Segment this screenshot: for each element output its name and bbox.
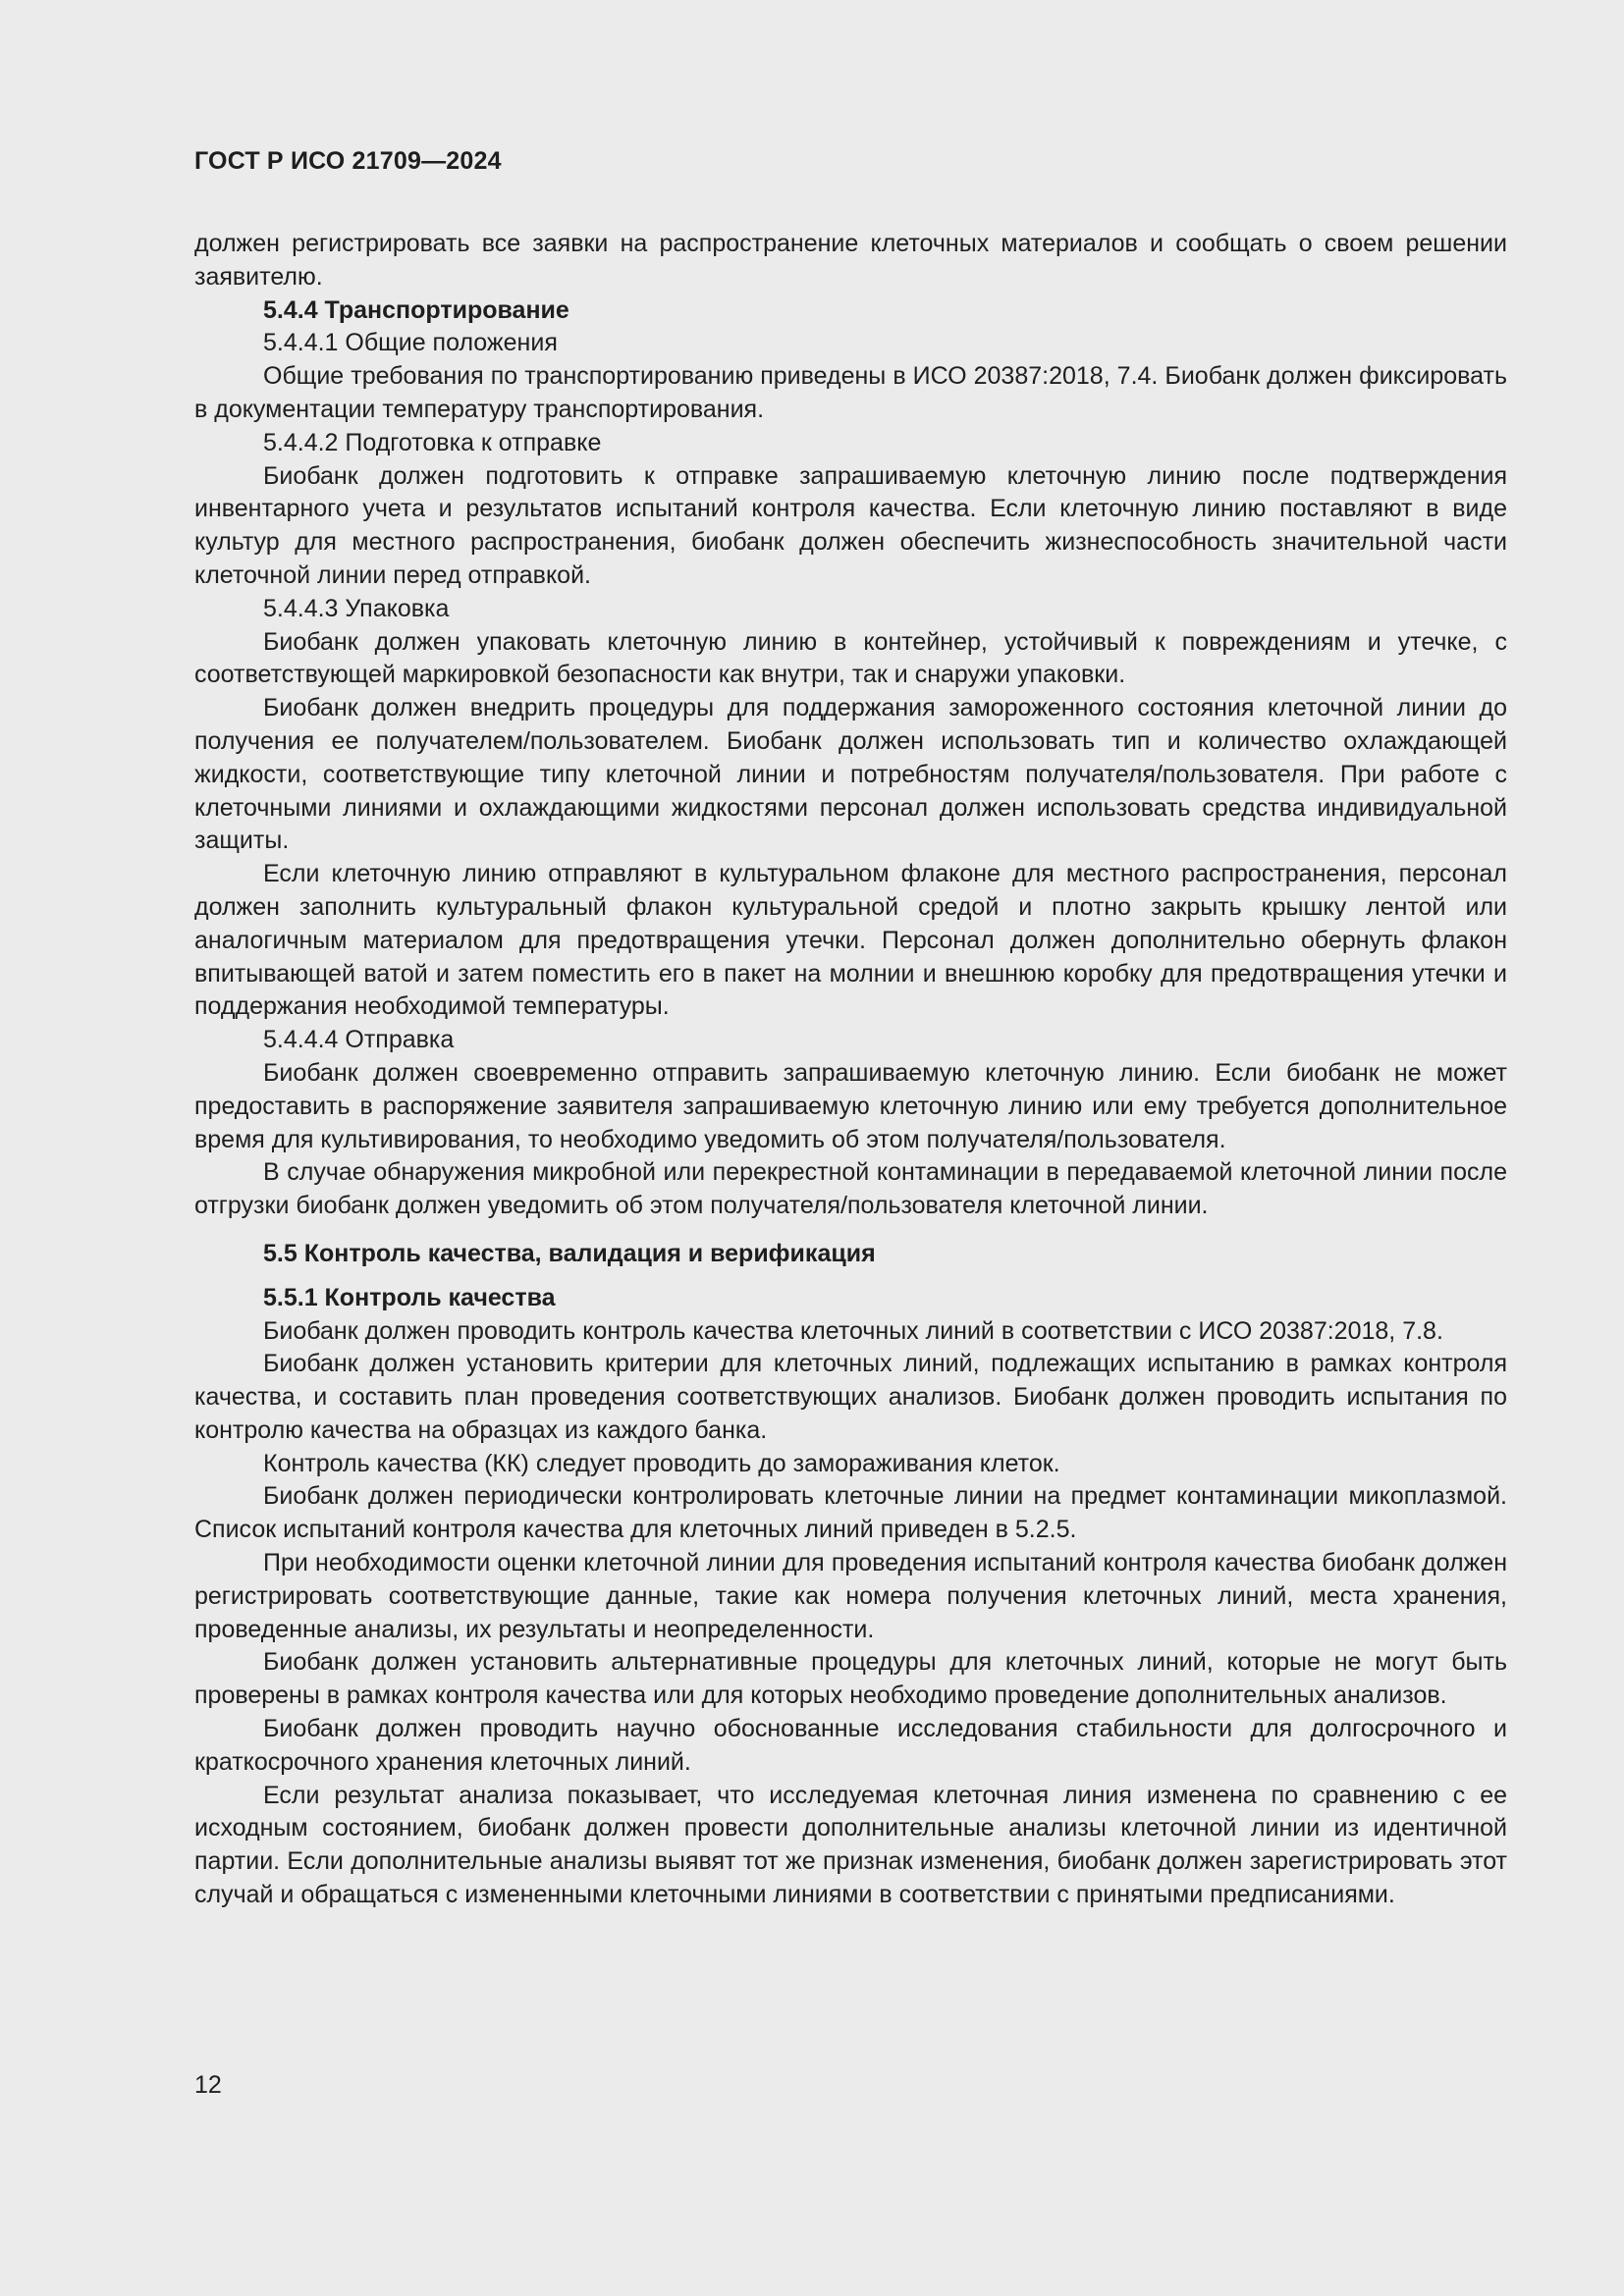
paragraph: Биобанк должен упаковать клеточную линию в контейнер, устойчивый к повреждениям и утечке, с соответствующей маркировкой безопасности как внутри, так и снаружи упаковки. (194, 627, 1507, 689)
subsection-heading-5-4-4-2: 5.4.4.2 Подготовка к отправке (263, 428, 602, 456)
paragraph-continuation: должен регистрировать все заявки на распространение клеточных материалов и сообщать о своем решении заявителю. (194, 230, 1507, 291)
paragraph: Биобанк должен установить критерии для клеточных линий, подлежащих испытанию в рамках контроля качества, и составить план проведения соответствующих анализов. Биобанк должен проводить испытания по контролю качества на образцах из каждого банка. (194, 1350, 1507, 1444)
paragraph: Биобанк должен проводить научно обоснованные исследования стабильности для долгосрочного и краткосрочного хранения клеточных линий. (194, 1715, 1507, 1776)
paragraph: Контроль качества (КК) следует проводить до замораживания клеток. (263, 1449, 1060, 1477)
document-header: ГОСТ Р ИСО 21709—2024 (194, 147, 502, 175)
paragraph: Если результат анализа показывает, что исследуемая клеточная линия изменена по сравнению с ее исходным состоянием, биобанк должен провести дополнительные анализы клеточной линии из идентичной партии. Если дополнительные анализы выявят тот же признак изменения, биобанк должен зарегистрировать этот случай и обращаться с измененными клеточными линиями в соответствии с принятыми предписаниями. (194, 1781, 1507, 1909)
paragraph: Биобанк должен периодически контролировать клеточные линии на предмет контаминации микоплазмой. Список испытаний контроля качества для клеточных линий приведен в 5.2.5. (194, 1482, 1507, 1544)
paragraph: Биобанк должен проводить контроль качества клеточных линий в соответствии с ИСО 20387:2018, 7.8. (263, 1316, 1443, 1345)
document-body (194, 228, 1507, 1912)
paragraph: Если клеточную линию отправляют в культуральном флаконе для местного распространения, персонал должен заполнить культуральный флакон культуральной средой и плотно закрыть крышку лентой или аналогичным материалом для предотвращения утечки. Персонал должен дополнительно обернуть флакон впитывающей ватой и затем поместить его в пакет на молнии и внешнюю коробку для предотвращения утечки и поддержания необходимой температуры. (194, 860, 1507, 1021)
subsection-heading-5-4-4-4: 5.4.4.4 Отправка (263, 1026, 455, 1054)
paragraph: Биобанк должен установить альтернативные процедуры для клеточных линий, которые не могут быть проверены в рамках контроля качества или для которых необходимо проведение дополнительных анализов. (194, 1648, 1507, 1710)
section-heading-5-4-4: 5.4.4 Транспортирование (263, 295, 569, 324)
section-heading-5-5: 5.5 Контроль качества, валидация и верификация (263, 1239, 876, 1267)
section-heading-5-5-1: 5.5.1 Контроль качества (263, 1283, 556, 1311)
paragraph: В случае обнаружения микробной или перекрестной контаминации в передаваемой клеточной линии после отгрузки биобанк должен уведомить об этом получателя/пользователя клеточной линии. (194, 1158, 1507, 1220)
paragraph: При необходимости оценки клеточной линии для проведения испытаний контроля качества биобанк должен регистрировать соответствующие данные, такие как номера получения клеточных линий, места хранения, проведенные анализы, их результаты и неопределенности. (194, 1549, 1507, 1643)
paragraph: Биобанк должен внедрить процедуры для поддержания замороженного состояния клеточной линии до получения ее получателем/пользователем. Биобанк должен использовать тип и количество охлаждающей жидкости, соответствующие типу клеточной линии и потребностям получателя/пользователя. При работе с клеточными линиями и охлаждающими жидкостями персонал должен использовать средства индивидуальной защиты. (194, 694, 1507, 855)
subsection-heading-5-4-4-1: 5.4.4.1 Общие положения (263, 329, 558, 357)
paragraph: Биобанк должен своевременно отправить запрашиваемую клеточную линию. Если биобанк не может предоставить в распоряжение заявителя запрашиваемую клеточную линию или ему требуется дополнительное время для культивирования, то необходимо уведомить об этом получателя/пользователя. (194, 1058, 1507, 1153)
page-number: 12 (194, 2071, 222, 2099)
subsection-heading-5-4-4-3: 5.4.4.3 Упаковка (263, 594, 450, 622)
paragraph: Общие требования по транспортированию приведены в ИСО 20387:2018, 7.4. Биобанк должен фиксировать в документации температуру транспортирования. (194, 362, 1507, 423)
paragraph: Биобанк должен подготовить к отправке запрашиваемую клеточную линию после подтверждения инвентарного учета и результатов испытаний контроля качества. Если клеточную линию поставляют в виде культур для местного распространения, биобанк должен обеспечить жизнеспособность значительной части клеточной линии перед отправкой. (194, 461, 1507, 589)
